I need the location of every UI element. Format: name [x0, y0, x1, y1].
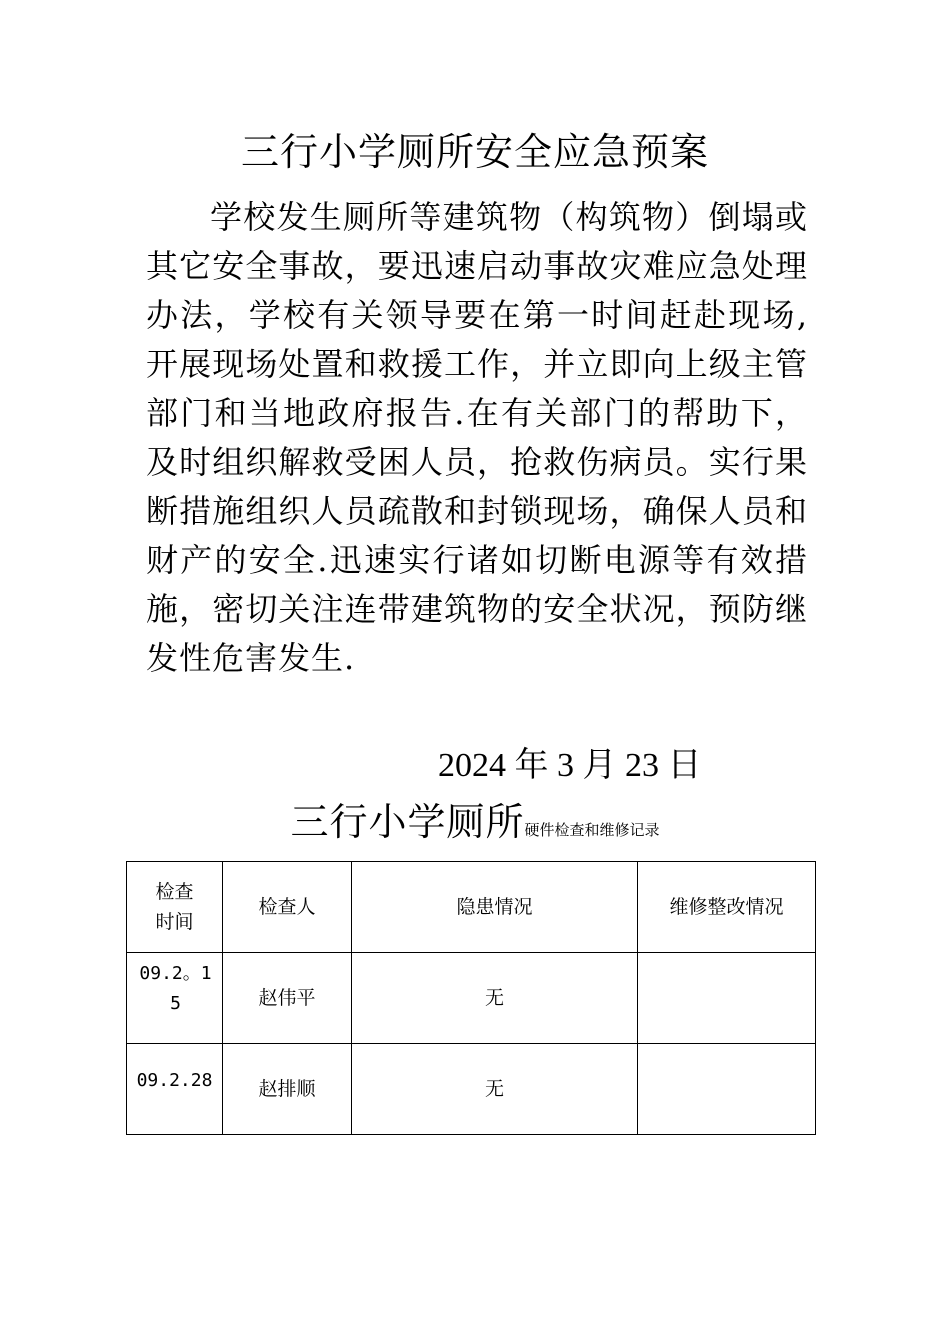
row-hazard: 无	[352, 953, 638, 1044]
table-row	[127, 953, 816, 1044]
document-date: 2024 年 3 月 23 日	[438, 747, 702, 784]
record-title	[0, 794, 950, 858]
row-time: 09.2.28	[127, 1044, 223, 1135]
row-inspector: 赵排顺	[223, 1044, 352, 1135]
row-repair	[638, 1044, 816, 1135]
row-time: 09.2。15	[127, 953, 223, 1044]
inspection-record-table	[126, 861, 816, 1135]
header-repair: 维修整改情况	[638, 862, 816, 953]
header-inspector: 检查人	[223, 862, 352, 953]
row-inspector: 赵伟平	[223, 953, 352, 1044]
table-header-row	[127, 862, 816, 953]
row-hazard: 无	[352, 1044, 638, 1135]
document-title: 三行小学厕所安全应急预案	[240, 130, 709, 174]
record-title-suffix: 硬件检查和维修记录	[524, 821, 660, 839]
row-repair	[638, 953, 816, 1044]
document-body: 学校发生厕所等建筑物（构筑物）倒塌或其它安全事故，要迅速启动事故灾难应急处理办法，学校有关领导要在第一时间赶赴现场,开展现场处置和救援工作，并立即向上级主管部门和当地政府报告.在有关部门的帮助下，及时组织解救受困人员，抢救伤病员。实行果断措施组织人员疏散和封锁现场，确保人员和财产的安全.迅速实行诸如切断电源等有效措施，密切关注连带建筑物的安全状况，预防继发性危害发生.	[146, 198, 808, 677]
header-hazard: 隐患情况	[352, 862, 638, 953]
record-title-main: 三行小学厕所	[290, 800, 525, 844]
header-time: 检查时间	[127, 862, 223, 953]
table-row	[127, 1044, 816, 1135]
